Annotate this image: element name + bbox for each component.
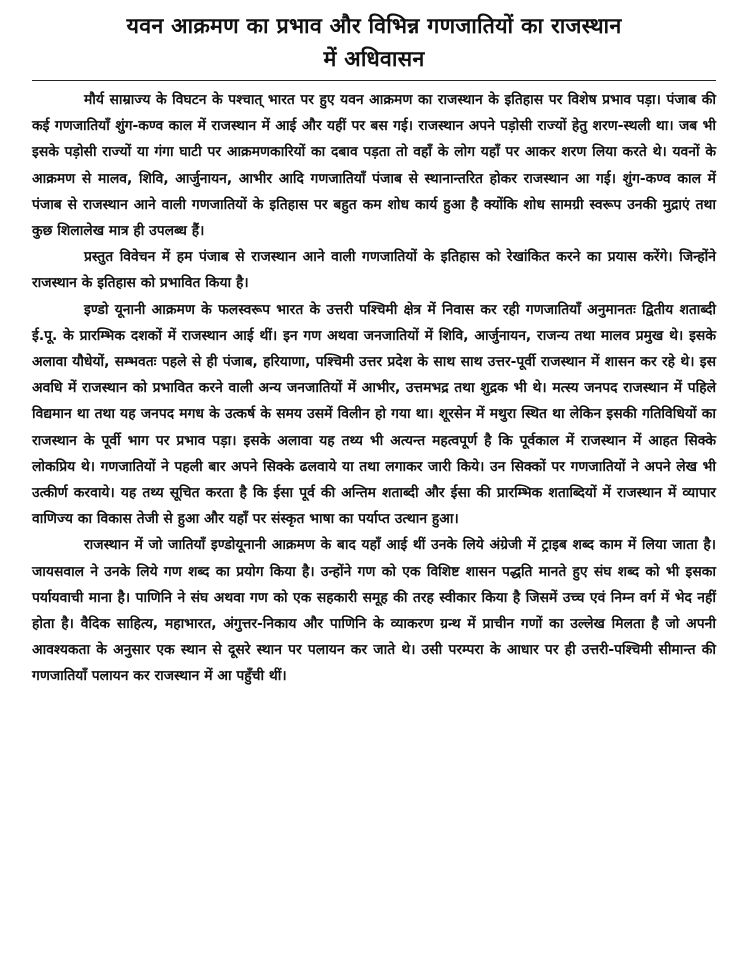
- paragraph-1: मौर्य साम्राज्य के विघटन के पश्चात् भारत पर हुए यवन आक्रमण का राजस्थान के इतिहास पर विशेष प्रभाव पड़ा। पंजाब की कई गणजातियाँ शुंग-कण्व काल में राजस्थान में आई और यहीं पर बस गई। राजस्थान अपने पड़ोसी राज्यों हेतु शरण-स्थली था। जब भी इसके पड़ोसी राज्यों या गंगा घाटी पर आक्रमणकारियों का दबाव पड़ता तो वहाँ के लोग यहाँ पर आकर शरण लिया करते थे। यवनों के आक्रमण से मालव, शिवि, आर्जुनायन, आभीर आदि गणजातियाँ पंजाब से स्थानान्तरित होकर राजस्थान आ गई। शुंग-कण्व काल में पंजाब से राजस्थान आने वाली गणजातियों के इतिहास पर बहुत कम शोध कार्य हुआ है क्योंकि शोध सामग्री स्वरूप उनकी मुद्राएं तथा कुछ शिलालेख मात्र ही उपलब्ध हैं।: [32, 92, 716, 240]
- title-line-2: में अधिवासन: [323, 47, 425, 72]
- paragraph-3: इण्डो यूनानी आक्रमण के फलस्वरूप भारत के उत्तरी पश्चिमी क्षेत्र में निवास कर रही गणजातियाँ अनुमानतः द्वितीय शताब्दी ई.पू. के प्रारम्भिक दशकों में राजस्थान आई थीं। इन गण अथवा जनजातियों में शिवि, आर्जुनायन, राजन्य तथा मालव प्रमुख थे। इसके अलावा यौधेयों, सम्भवतः पहले से ही पंजाब, हरियाणा, पश्चिमी उत्तर प्रदेश के साथ साथ उत्तर-पूर्वी राजस्थान में शासन कर रहे थे। इस अवधि में राजस्थान को प्रभावित करने वाली अन्य जनजातियों में आभीर, उत्तमभद्र तथा शुद्रक भी थे। मत्स्य जनपद राजस्थान में पहिले विद्यमान था तथा यह जनपद मगध के उत्कर्ष के समय उसमें विलीन हो गया था। शूरसेन में मथुरा स्थित था लेकिन इसकी गतिविधियों का राजस्थान के पूर्वी भाग पर प्रभाव पड़ा। इसके अलावा यह तथ्य भी अत्यन्त महत्वपूर्ण है कि पूर्वकाल में राजस्थान में आहत सिक्के लोकप्रिय थे। गणजातियों ने पहली बार अपने सिक्के ढलवाये या तथा लगाकर जारी किये। उन सिक्कों पर गणजातियों ने अपने लेख भी उत्कीर्ण करवाये। यह तथ्य सूचित करता है कि ईसा पूर्व की अन्तिम शताब्दी और ईसा की प्रारम्भिक शताब्दियों में राजस्थान में व्यापार वाणिज्य का विकास तेजी से हुआ और यहाँ पर संस्कृत भाषा का पर्याप्त उत्थान हुआ।: [32, 301, 716, 528]
- title-line-1: यवन आक्रमण का प्रभाव और विभिन्न गणजातियों का राजस्थान: [126, 14, 622, 39]
- paragraph-2: प्रस्तुत विवेचन में हम पंजाब से राजस्थान आने वाली गणजातियों के इतिहास को रेखांकित करने का प्रयास करेंगे। जिन्होंने राजस्थान के इतिहास को प्रभावित किया है।: [32, 249, 716, 292]
- document-body: [32, 87, 716, 690]
- paragraph-4: राजस्थान में जो जातियाँ इण्डोयूनानी आक्रमण के बाद यहाँ आई थीं उनके लिये अंग्रेजी में ट्राइब शब्द काम में लिया जाता है। जायसवाल ने उनके लिये गण शब्द का प्रयोग किया है। उन्होंने गण को एक विशिष्ट शासन पद्धति मानते हुए संघ शब्द को भी इसका पर्यायवाची माना है। पाणिनि ने संघ अथवा गण को एक सहकारी समूह की तरह स्वीकार किया है जिसमें उच्च एवं निम्न वर्ग में भेद नहीं होता है। वैदिक साहित्य, महाभारत, अंगुत्तर-निकाय और पाणिनि के व्याकरण ग्रन्थ में प्राचीन गणों का उल्लेख मिलता है जो अपनी आवश्यकता के अनुसार एक स्थान से दूसरे स्थान पर पलायन कर जाते थे। उसी परम्परा के आधार पर ही उत्तरी-पश्चिमी सीमान्त की गणजातियाँ पलायन कर राजस्थान में आ पहुँची थीं।: [32, 537, 716, 685]
- page-title: [32, 10, 716, 76]
- title-divider: [32, 80, 716, 81]
